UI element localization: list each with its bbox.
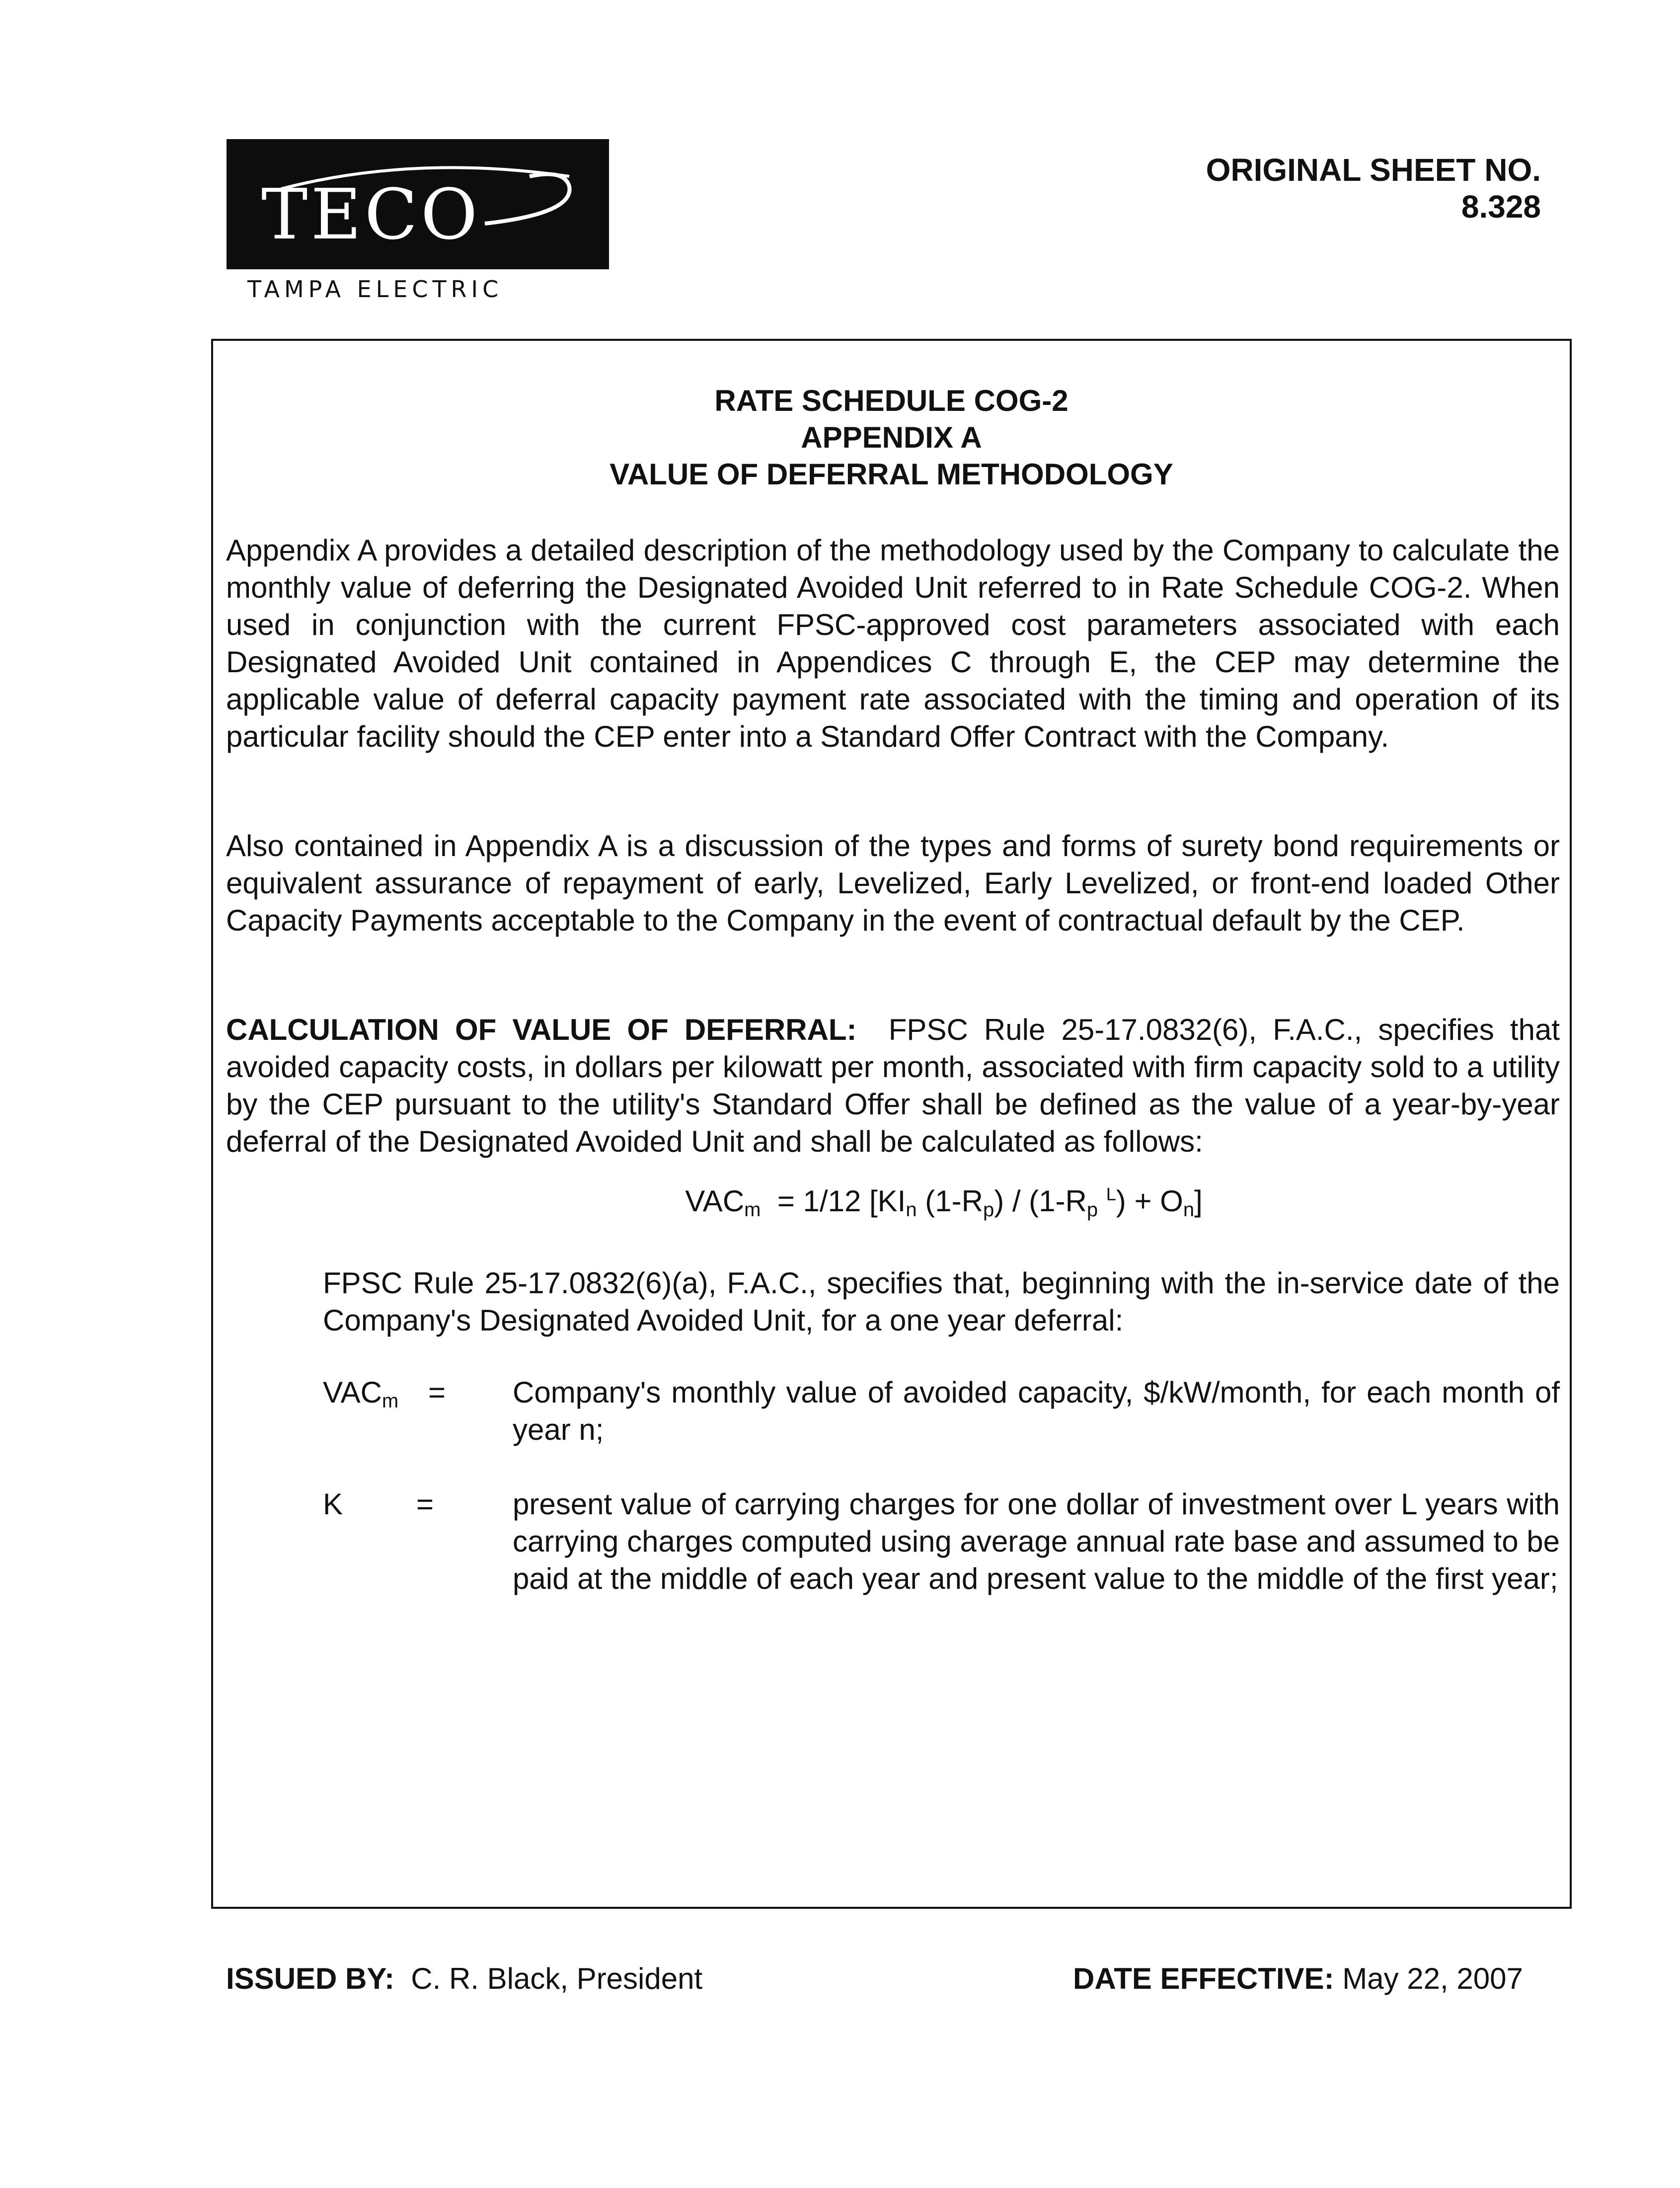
title-line-3: VALUE OF DEFERRAL METHODOLOGY bbox=[610, 458, 1173, 491]
paragraph-intro: Appendix A provides a detailed description of the methodology used by the Company to calculate the monthly value of deferring the Designated Avoided Unit referred to in Rate Schedule COG-2. When used in conjunction with the current FPSC-approved cost parameters associated with each Designated Avoided Unit contained in Appendices C through E, the CEP may determine the applicable value of deferral capacity payment rate associated with the timing and operation of its particular facility should the CEP enter into a Standard Offer Contract with the Company. bbox=[226, 534, 1560, 753]
paragraph-rule-6a: FPSC Rule 25-17.0832(6)(a), F.A.C., specifies that, beginning with the in-service date of the Company's Designated Avoided Unit, for a one year deferral: bbox=[323, 1266, 1560, 1337]
title-line-2: APPENDIX A bbox=[801, 421, 982, 454]
definition-equals-vacm: = bbox=[428, 1376, 446, 1409]
definition-term-k: K bbox=[323, 1487, 343, 1521]
definition-text-vacm: Company's monthly value of avoided capacity, $/kW/month, for each month of year n; bbox=[513, 1376, 1560, 1446]
definition-term-vacm: $VAC_m$ bbox=[323, 1376, 399, 1412]
vac-formula: $VAC_m = 1/12$ [$KI_n$ $(1-R_p) / (1-R_p$ $^L) + O_n$] bbox=[685, 1184, 1203, 1221]
paragraph-surety: Also contained in Appendix A is a discussion of the types and forms of surety bond requirements or equivalent assurance of repayment of early, Levelized, Early Levelized, or front-end loaded Other Capacity Payments acceptable to the Company in the event of contractual default by the CEP. bbox=[226, 829, 1560, 937]
sheet-number: ORIGINAL SHEET NO. 8.328 bbox=[1206, 152, 1541, 225]
definition-equals-k: = bbox=[416, 1487, 434, 1521]
logo-subtitle: TAMPA ELECTRIC bbox=[247, 276, 503, 303]
calculation-heading: CALCULATION OF VALUE OF DEFERRAL: bbox=[226, 1013, 857, 1046]
footer-issued-by: ISSUED BY: C. R. Black, President bbox=[226, 1962, 703, 1995]
definition-text-k: present value of carrying charges for one dollar of investment over L years with carrying charges computed using average annual rate base and assumed to be paid at the middle of each year and present value to the middle of the first year; bbox=[513, 1487, 1560, 1595]
title-line-1: RATE SCHEDULE COG-2 bbox=[714, 384, 1069, 417]
document-title bbox=[211, 383, 1572, 493]
teco-logo-swoosh bbox=[227, 139, 609, 269]
paragraph-calculation bbox=[226, 1011, 1560, 1160]
teco-logo bbox=[227, 139, 609, 269]
calculation-body: FPSC Rule 25-17.0832(6), F.A.C., specifies that avoided capacity costs, in dollars per kilowatt per month, associated with firm capacity sold to a utility by the CEP pursuant to the utility's Standard Offer shall be defined as the value of a year-by-year deferral of the Designated Avoided Unit and shall be calculated as follows: bbox=[226, 1013, 1560, 1158]
logo-wordmark: TECO bbox=[261, 174, 481, 255]
footer-date-effective: DATE EFFECTIVE: May 22, 2007 bbox=[1073, 1962, 1523, 1995]
